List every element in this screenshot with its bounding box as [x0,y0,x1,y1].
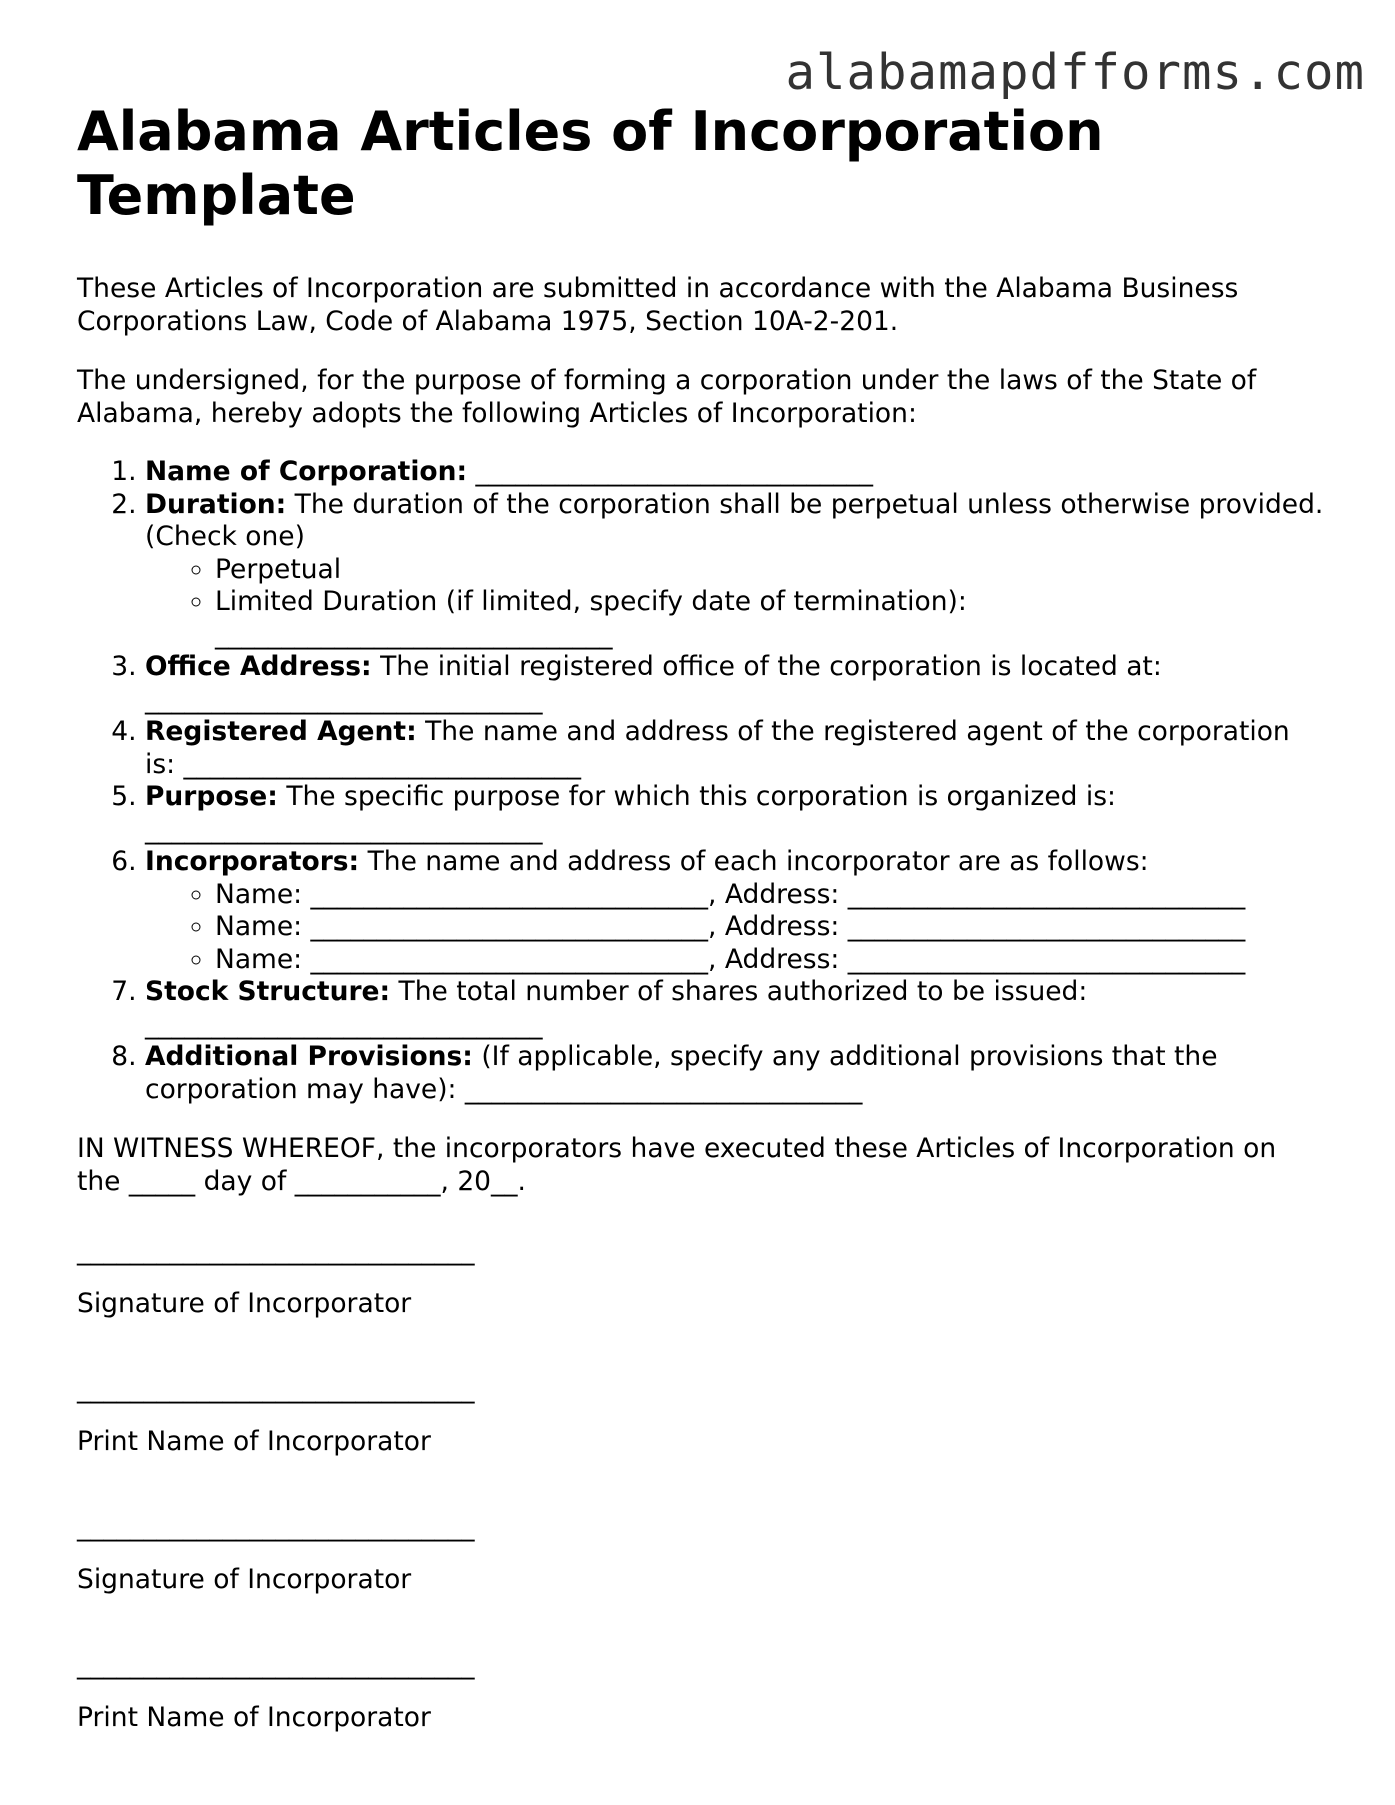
termination-date-field[interactable]: ______________________________ [215,618,613,650]
article-duration [145,489,1327,652]
articles-list [77,456,1327,1106]
intro-paragraph-1: These Articles of Incorporation are submitted in accordance with the Alabama Business Corporations Law, Code of Alabama 1975, Section 10A-2-201. [77,273,1239,337]
article-stock-structure [145,976,1327,1041]
article-additional-provisions [145,1041,1327,1106]
article-registered-agent [145,716,1327,781]
signature-line[interactable]: ______________________________ [77,1511,475,1542]
incorporator-row[interactable]: ◦ Name: ______________________________, Address: ______________________________ [215,944,1327,977]
article-incorporators [145,846,1327,976]
article-office-address [145,651,1327,716]
article-label: Duration: [145,488,287,520]
office-address-field[interactable]: ______________________________ [145,683,543,715]
additional-provisions-field[interactable]: (If applicable, specify any additional provisions that the corporation may have): ______________________________ [145,1041,1218,1105]
article-text: The specific purpose for which this corporation is organized is: [286,781,1116,812]
duration-options [145,554,1327,652]
duration-option-limited[interactable]: ◦ Limited Duration (if limited, specify date of termination): ______________________________ [215,586,1327,651]
article-label: Additional Provisions: [145,1041,473,1072]
article-text: The initial registered office of the corporation is located at: [380,651,1162,682]
print-name-label: Print Name of Incorporator [77,1702,431,1733]
print-name-line[interactable]: ______________________________ [77,1649,475,1680]
print-name-label: Print Name of Incorporator [77,1426,431,1457]
signature-label: Signature of Incorporator [77,1288,412,1319]
signature-label: Signature of Incorporator [77,1564,412,1595]
article-label: Stock Structure: [145,976,391,1007]
signature-line[interactable]: ______________________________ [77,1235,475,1266]
article-label: Name of Corporation: [145,456,468,487]
witness-statement: IN WITNESS WHEREOF, the incorporators have executed these Articles of Incorporation on the _____ day of ___________, 20__. [77,1133,1277,1197]
intro-paragraph-2: The undersigned, for the purpose of forming a corporation under the laws of the State of Alabama, hereby adopts the following Articles of Incorporation: [77,365,1257,429]
shares-field[interactable]: ______________________________ [145,1008,543,1040]
incorporator-row[interactable]: ◦ Name: ______________________________, Address: ______________________________ [215,879,1327,912]
corporation-name-field[interactable]: ______________________________ [475,456,874,487]
article-text: The duration of the corporation shall be perpetual unless otherwise provided. (Check one) [145,488,1324,552]
registered-agent-field[interactable]: The name and address of the registered agent of the corporation is: ______________________________ [145,716,1290,780]
article-name [145,456,1327,489]
signature-block [77,1234,1327,1734]
duration-option-perpetual[interactable]: ◦ Perpetual [215,554,1327,587]
print-name-line[interactable]: ______________________________ [77,1373,475,1404]
incorporator-row[interactable]: ◦ Name: ______________________________, Address: ______________________________ [215,911,1327,944]
page-title: Alabama Articles of Incorporation Template [77,100,1104,227]
article-purpose [145,781,1327,846]
article-text: The name and address of each incorporator are as follows: [367,846,1149,877]
purpose-field[interactable]: ______________________________ [145,813,543,845]
article-label: Purpose: [145,781,278,812]
site-watermark: alabamapdfforms.com [785,44,1365,101]
document-page [77,100,1327,1786]
article-label: Office Address: [145,651,372,682]
article-label: Registered Agent: [145,716,417,747]
article-label: Incorporators: [145,846,360,877]
incorporator-list [145,879,1327,977]
article-text: The total number of shares authorized to be issued: [398,976,1088,1007]
